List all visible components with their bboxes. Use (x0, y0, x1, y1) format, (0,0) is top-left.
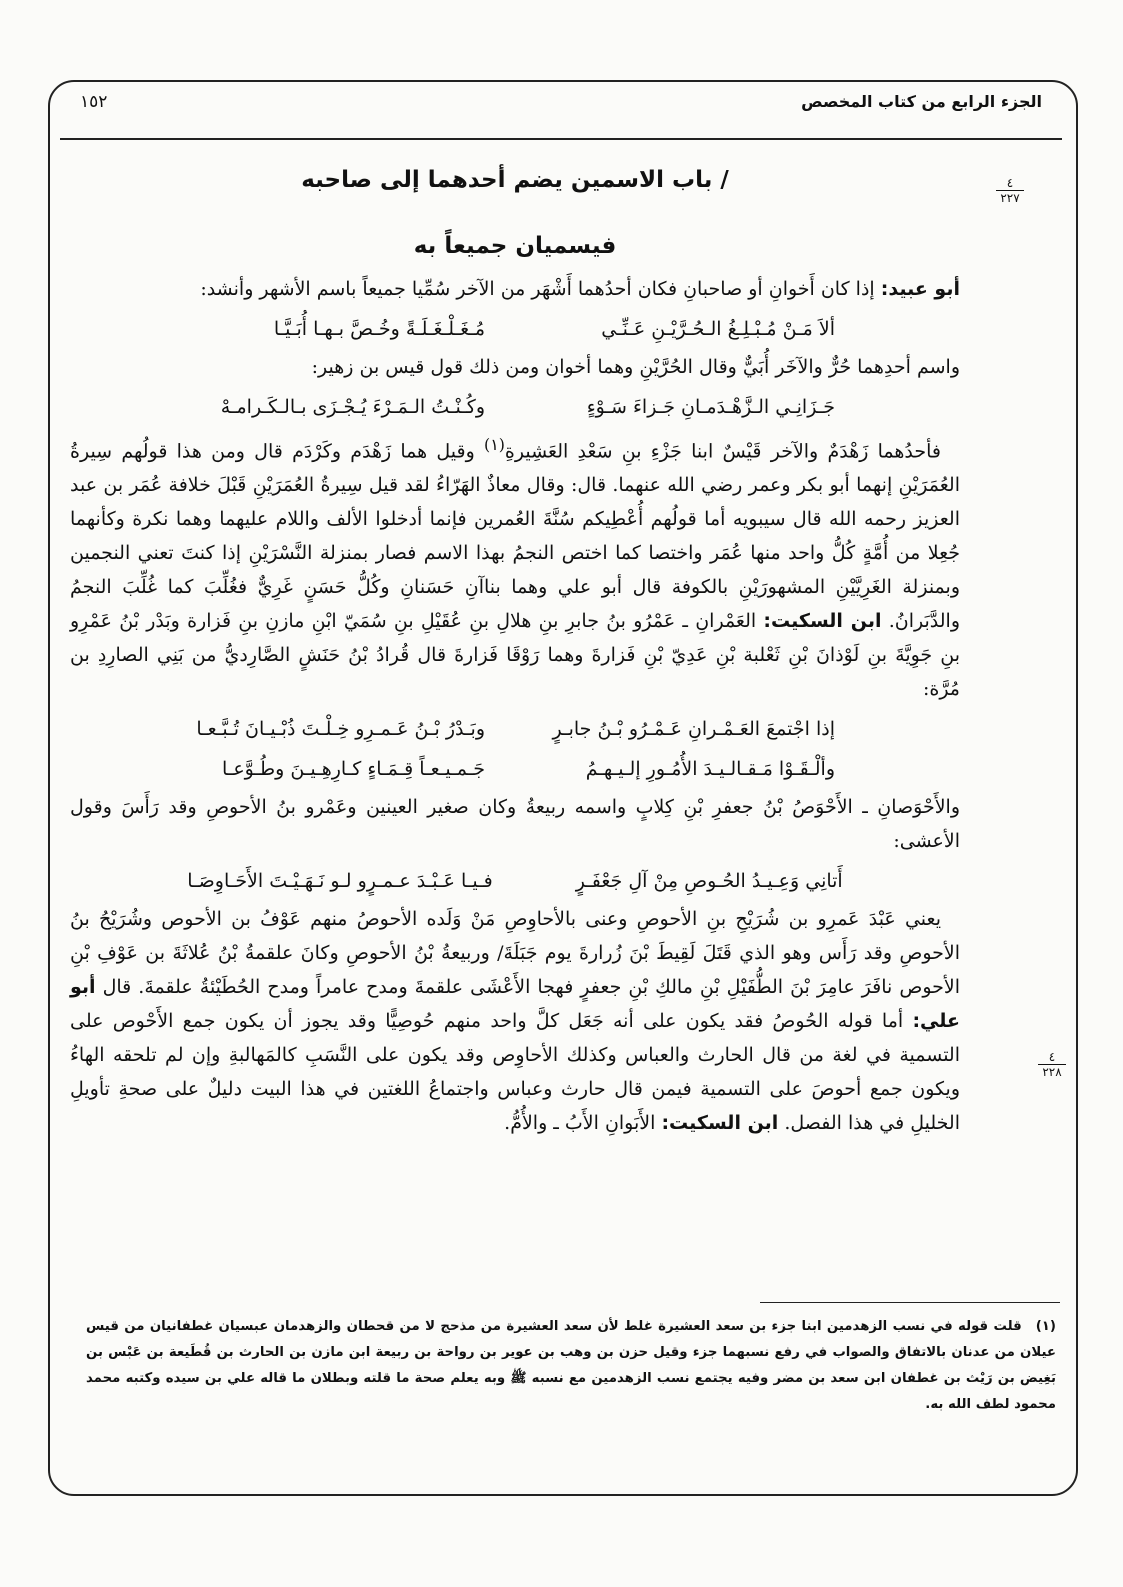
footnote (86, 1314, 1056, 1418)
verse-line-5 (70, 864, 960, 898)
verse-first-hemistich: أَتانِي وَعِـيـدُ الحُـوصِ مِنْ آلِ جَعْفَـرٍ (575, 870, 843, 893)
speaker-label: ابن السكيت: (763, 610, 882, 633)
footnote-rule (760, 1302, 1060, 1303)
page-number: ١٥٢ (80, 92, 108, 112)
paragraph-text: يعني عَبْدَ عَمرِو بن شُرَيْحِ بنِ الأحوصِ وعنى بالأحاوِصِ مَنْ وَلَده الأحوصُ منهم عَوْفُ بن الأحوص وشُرَيْحُ بنُ الأحوصِ وقد رَأَس وهو الذي قَتَلَ لَقِيطَ بْنَ زُرارةَ يوم جَبَلَةَ/ وربيعةُ بْنُ الأحوصِ وكانَ علقمةُ بْنُ عُلاثَةَ بن عَوْفِ بْنِ الأحوص نافَرَ عامِرَ بْنَ الطُّفَيْلِ بْنِ مالكِ بْنِ جعفرٍ فهجا الأَعْشَى علقمةَ ومدح عامراً ومدح الحُطَيْئةُ علقمةَ. قال (70, 908, 960, 999)
speaker-label: ابن السكيت: (661, 1112, 779, 1135)
paragraph-2: واسم أحدِهما حُرٌّ والآخَر أُبَيٌّ وقال الحُرَّيْنِ وهما أخوان ومن ذلك قول قيس بن زهير: (311, 356, 960, 378)
verse-first-hemistich: ألاَ مَـنْ مُـبْـلِـغُ الـحُـرَّيْـنِ عَـنِّـي (601, 318, 835, 340)
header-rule (60, 138, 1062, 140)
book-title: الجزء الرابع من كتاب المخصص (801, 92, 1042, 111)
paragraph-5 (70, 902, 960, 1140)
footnote-reference[interactable]: (١) (484, 435, 505, 454)
paragraph-3 (70, 428, 960, 706)
margin-ref-page: ٢٢٨ (1038, 1064, 1066, 1079)
speaker-label: أبو علي: (70, 976, 960, 1033)
paragraph-text: وقيل هما زَهْدَم وكَرْدَم قال ومن هذا قولُهم سِيرةُ العُمَرَيْنِ إنهما أبو بكر وعمر رضي الله عنهما. قال: وقال معاذٌ الهَرّاءُ لقد قيل سِيرةُ العُمَرَيْنِ قَبْلَ خلافة عُمَر بن عبد العزيز رحمه الله قال سيبويه أما قولُهم أُعْطِيكم سُنَّةَ العُمرين فإنما أدخلوا الألف واللام عليهما وهما نكرة وكأنهما جُعِلا من أُمَّةٍ كُلُّ واحد منها عُمَر واختصا كما اختص النجمُ بهذا الاسم فصار بمنزلة النَّسْرَيْنِ إذا كنتَ تعني النجمين وبمنزلة الغَرِيَّيْنِ المشهورَيْنِ بالكوفة قال أبو علي وهما بناآنِ حَسَنانِ وكُلُّ حَسَنٍ غَرِيٌّ فغُلِّبَ كما غُلِّبَ النجمُ والدَّبَرانُ. (70, 440, 961, 633)
verse-second-hemistich: وبَـدْرُ بْـنُ عَـمـرِو خِـلْـتَ ذُبْـيـانَ تُـبَّـعـا (196, 718, 485, 741)
margin-ref-volume: ٤ (1006, 176, 1014, 190)
paragraph-text: فأحدُهما زَهْدَمٌ والآخر قَيْسٌ ابنا جَزْءِ بنِ سَعْدِ العَشِيرةِ (504, 440, 941, 463)
verse-first-hemistich: وألْـقَـوْا مَـقـالـيـدَ الأُمُـورِ إلـيـهـمُ (585, 758, 835, 781)
paragraph-text: الأَبَوانِ الأَبُ ـ والأُمُّ. (504, 1112, 662, 1135)
margin-ref-page: ٢٢٧ (996, 190, 1024, 205)
verse-first-hemistich: إذا اجْتمعَ العَـمْـرانِ عَـمْـرُو بْـنُ جابـرٍ (552, 718, 835, 741)
verse-line-2 (70, 390, 960, 424)
paragraph-1 (70, 272, 960, 306)
paragraph-text: أما قوله الحُوصُ فقد يكون على أنه جَعَل كلَّ واحد منهم حُوصِيًّا وقد يجوز أن يكون جمع الأَحْوص على التسمية في لغة من قال الحارث والعباس وكذلك الأحاوِص وقد يكون على النَّسَبِ كالمَهالبةِ وإن لم تلحقه الهاءُ ويكون جمع أحوصَ على التسمية فيمن قال حارث وعباس واجتماعُ اللغتين في هذا البيت دليلٌ على صحةِ تأويلِ الخليلِ في هذا الفصل. (70, 1010, 960, 1135)
chapter-heading: / باب الاسمين يضم أحدهما إلى صاحبه (301, 167, 729, 193)
paragraph-text: إذا كان أَخوانِ أو صاحبانِ فكان أحدُهما أَشْهَر من الآخر سُمِّيا جميعاً باسم الأشهر وأنشد: (200, 278, 881, 300)
verse-second-hemistich: وكُـنْـتُ الـمَـرْءَ يُـجْـزَى بـالـكَـرامـهْ (220, 396, 485, 418)
verse-second-hemistich: جَـمـيـعـاً قِـمَـاءٍ كـارِهِـيـنَ وطُـوَّعـا (221, 758, 485, 781)
verse-second-hemistich: فـيـا عَـبْـدَ عـمـرٍو لـو نَـهَـيْـتَ الأَحَـاوِصَـا (187, 870, 493, 893)
verse-line-3 (70, 712, 960, 746)
margin-reference-2 (1032, 1050, 1072, 1079)
margin-ref-volume: ٤ (1048, 1050, 1056, 1064)
main-text (70, 160, 960, 1140)
verse-line-4 (70, 752, 960, 786)
verse-first-hemistich: جَـزَانِـي الـزَّهْـدَمـانِ جَـزاءَ سَـوْءٍ (586, 396, 835, 418)
margin-reference-1 (990, 176, 1030, 205)
verse-second-hemistich: مُـغَـلْـغَـلَـةً وخُـصَّ بـهـا أُبَـيَّـا (273, 318, 485, 340)
footnote-marker: (١) (1035, 1319, 1056, 1334)
paragraph-4: والأَحْوَصانِ ـ الأَحْوَصُ بْنُ جعفرِ بْنِ كِلابٍ واسمه ربيعةُ وكان صغير العينين وعَمْرو بنُ الأحوصِ وقد رَأَسَ وقول الأعشى: (70, 796, 960, 853)
speaker-label: أبو عبيد: (880, 278, 960, 300)
verse-line-1 (70, 312, 960, 346)
footnote-text: قلت قوله في نسب الزهدمين ابنا جزء بن سعد العشيرة غلط لأن سعد العشيرة من مذحج لا من قحطان والزهدمان عبسيان غطفانيان من قيس عيلان من عدنان بالاتفاق والصواب في رفع نسبهما جزء وقيل حزن بن وهب بن عوير بن رواحة بن ربيعة ابن مازن بن الحارث بن قُطَيعة بن عَبْس بن بَغِيض بن رَيْث بن غطفان ابن سعد بن مضر وفيه يجتمع نسب الزهدمين مع نسبه ﷺ وبه يعلم صحة ما قلته وبطلان ما قاله علي بن سيده وكتبه محمد محمود لطف الله به. (86, 1319, 1056, 1412)
chapter-subheading: فيسميان جميعاً به (413, 233, 617, 259)
running-header (80, 92, 1042, 126)
paragraph-text: العَمْرانِ ـ عَمْرُو بنُ جابرِ بنِ هلالِ بنِ عُقَيْلِ بنِ سُمَيّ ابْنِ مازنِ بنِ فَزارة وبَدْر بْنُ عَمْرِو بنِ جَوِيَّةَ بنِ لَوْذانَ بْنِ ثَعْلبة بْنِ عَدِيّ بْنِ فَزارةَ وهما رَوْقَا فَزارةَ قال قُرادُ بْنُ حَنَشٍ الصَّارِديُّ من بَنِي الصارِدِ بن مُرَّة: (70, 610, 960, 701)
